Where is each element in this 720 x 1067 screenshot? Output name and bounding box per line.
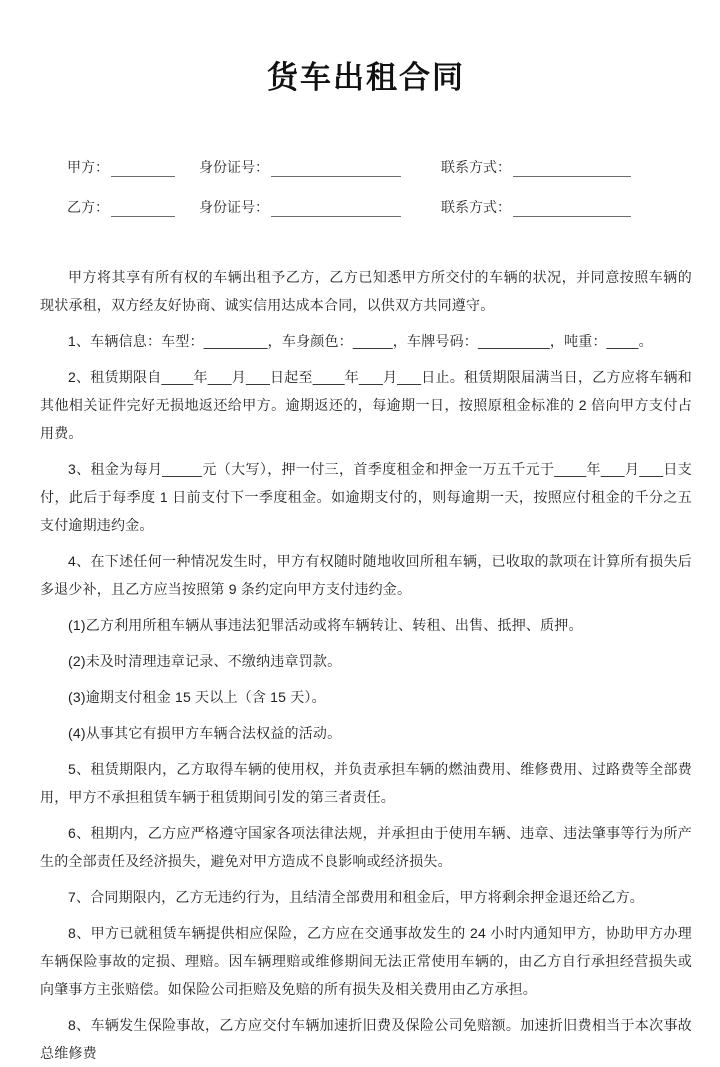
party-b-contact-label: 联系方式： [441, 199, 511, 215]
party-a-contact-label: 联系方式： [441, 159, 511, 175]
page-title: 货车出租合同 [267, 60, 465, 95]
party-row-b [40, 193, 692, 217]
contract-clause-1: 1、车辆信息：车型：________，车身颜色：_____，车牌号码：_________，吨重：____。 [68, 333, 653, 349]
contract-clause-7: 7、合同期限内，乙方无违约行为，且结清全部费用和租金后，甲方将剩余押金退还给乙方。 [68, 889, 644, 905]
contract-clause-4-1: (1)乙方利用所租车辆从事违法犯罪活动或将车辆转让、转租、出售、抵押、质押。 [68, 617, 583, 633]
contract-clause-4: 4、在下述任何一种情况发生时，甲方有权随时随地收回所租车辆，已收取的款项在计算所有损失后多退少补，且乙方应当按照第 9 条约定向甲方支付违约金。 [40, 553, 692, 597]
party-a-id-blank [271, 159, 401, 177]
contract-preamble: 甲方将其享有所有权的车辆出租予乙方，乙方已知悉甲方所交付的车辆的状况，并同意按照车辆的现状承租，双方经友好协商、诚实信用达成本合同，以供双方共同遵守。 [40, 269, 692, 313]
party-a-label: 甲方： [67, 159, 109, 175]
party-b-id-label: 身份证号： [199, 199, 269, 215]
contract-clause-4-4: (4)从事其它有损甲方车辆合法权益的活动。 [68, 725, 342, 741]
contract-body [40, 263, 692, 1067]
party-b-name-blank [111, 199, 175, 217]
party-info-section [40, 153, 692, 217]
contract-clause-4-3: (3)逾期支付租金 15 天以上（含 15 天）。 [68, 689, 326, 705]
party-a-contact-blank [513, 159, 631, 177]
contract-clause-8b: 8、车辆发生保险事故，乙方应交付车辆加速折旧费及保险公司免赔额。加速折旧费相当于本次事故总维修费 [40, 1017, 692, 1061]
party-row-a [40, 153, 692, 177]
contract-clause-5: 5、租赁期限内，乙方取得车辆的使用权，并负责承担车辆的燃油费用、维修费用、过路费等全部费用，甲方不承担租赁车辆于租赁期间引发的第三者责任。 [40, 761, 692, 805]
party-b-id-blank [271, 199, 401, 217]
party-a-name-blank [111, 159, 175, 177]
contract-clause-3: 3、租金为每月_____元（大写），押一付三，首季度租金和押金一万五千元于____年___月___日支付，此后于每季度 1 日前支付下一季度租金。如逾期支付的，则每逾期一天，按照应付租金的千分之五支付逾期违约金。 [40, 461, 692, 533]
contract-clause-8: 8、甲方已就租赁车辆提供相应保险，乙方应在交通事故发生的 24 小时内通知甲方，协助甲方办理车辆保险事故的定损、理赔。因车辆理赔或维修期间无法正常使用车辆的，由乙方自行承担经营损失或向肇事方主张赔偿。如保险公司拒赔及免赔的所有损失及相关费用由乙方承担。 [40, 925, 692, 997]
contract-clause-6: 6、租期内，乙方应严格遵守国家各项法律法规，并承担由于使用车辆、违章、违法肇事等行为所产生的全部责任及经济损失，避免对甲方造成不良影响或经济损失。 [40, 825, 692, 869]
party-b-contact-blank [513, 199, 631, 217]
party-a-id-label: 身份证号： [199, 159, 269, 175]
party-b-label: 乙方： [67, 199, 109, 215]
contract-clause-4-2: (2)未及时清理违章记录、不缴纳违章罚款。 [68, 653, 342, 669]
contract-clause-2: 2、租赁期限自____年___月___日起至____年___月___日止。租赁期限届满当日，乙方应将车辆和其他相关证件完好无损地返还给甲方。逾期返还的，每逾期一日，按照原租金标准的 2 倍向甲方支付占用费。 [40, 369, 692, 441]
